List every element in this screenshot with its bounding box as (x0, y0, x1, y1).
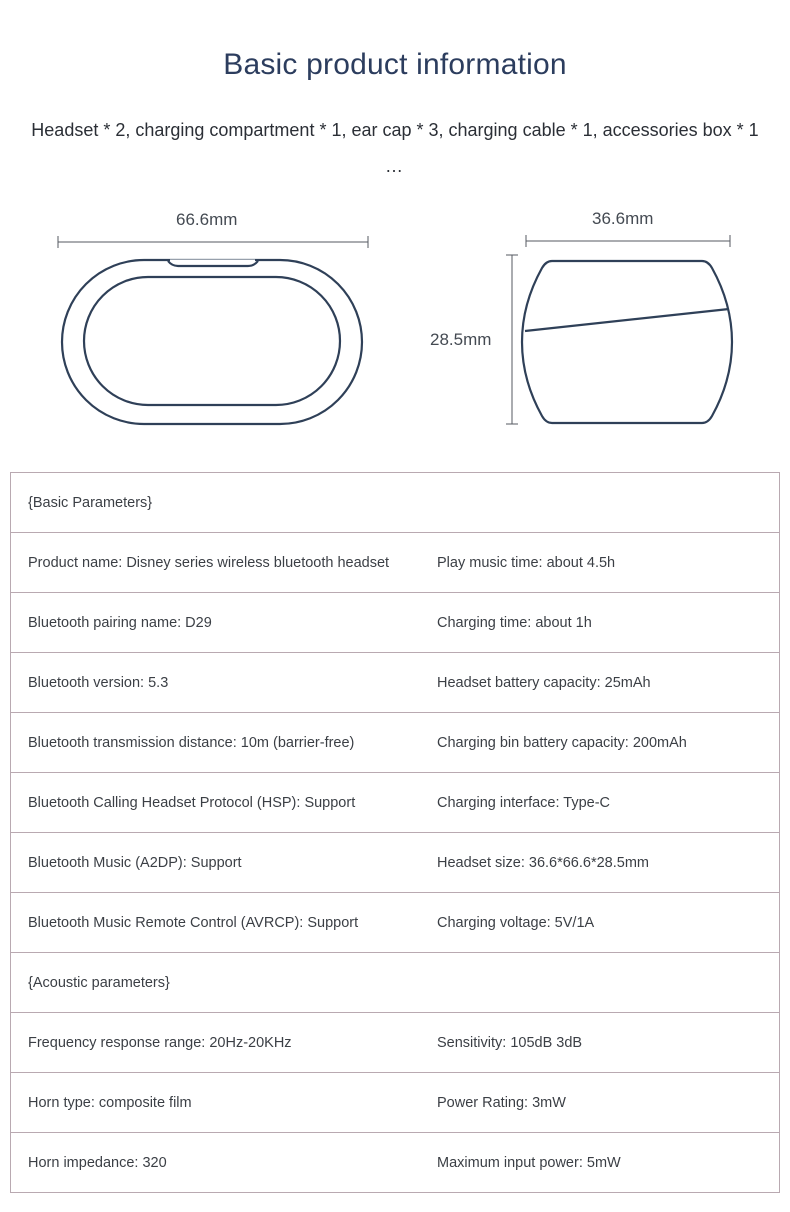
spec-cell: Bluetooth transmission distance: 10m (barrier-free) (28, 734, 355, 751)
spec-cell: Product name: Disney series wireless bluetooth headset (28, 554, 390, 571)
width-dimension-line (58, 236, 368, 248)
table-row (11, 893, 779, 953)
dimension-diagram (0, 190, 790, 450)
section-row-acoustic (11, 953, 779, 1013)
spec-cell: Horn type: composite film (28, 1094, 192, 1111)
spec-cell: Frequency response range: 20Hz-20KHz (28, 1034, 292, 1051)
case-side-view (522, 261, 732, 423)
spec-cell: Charging voltage: 5V/1A (437, 914, 595, 931)
height-dimension-line (506, 255, 518, 424)
table-row (11, 1133, 779, 1193)
spec-cell: Bluetooth pairing name: D29 (28, 614, 212, 631)
specs-table (10, 472, 780, 1193)
spec-cell: Charging bin battery capacity: 200mAh (437, 734, 687, 751)
height-label: 28.5mm (430, 330, 492, 349)
spec-cell: Charging interface: Type-C (437, 794, 611, 811)
section-title: {Acoustic parameters} (28, 974, 170, 991)
depth-dimension-line (526, 235, 730, 247)
table-row (11, 533, 779, 593)
table-row (11, 833, 779, 893)
spec-cell: Sensitivity: 105dB 3dB (437, 1034, 583, 1051)
spec-cell: Horn impedance: 320 (28, 1154, 167, 1171)
table-row (11, 773, 779, 833)
case-top-view (62, 260, 362, 424)
continuation-ellipsis: … (385, 156, 405, 176)
spec-cell: Headset battery capacity: 25mAh (437, 674, 651, 691)
table-row (11, 713, 779, 773)
spec-cell: Play music time: about 4.5h (437, 554, 616, 571)
table-row (11, 1073, 779, 1133)
table-row (11, 593, 779, 653)
spec-cell: Bluetooth version: 5.3 (28, 674, 169, 691)
section-row-basic (11, 473, 779, 533)
spec-cell: Charging time: about 1h (437, 614, 592, 631)
spec-cell: Bluetooth Music Remote Control (AVRCP): Support (28, 914, 359, 931)
table-row (11, 653, 779, 713)
width-label: 66.6mm (176, 210, 238, 229)
spec-cell: Power Rating: 3mW (437, 1094, 566, 1111)
spec-cell: Maximum input power: 5mW (437, 1154, 621, 1171)
spec-cell: Bluetooth Calling Headset Protocol (HSP): Support (28, 794, 356, 811)
spec-cell: Bluetooth Music (A2DP): Support (28, 854, 242, 871)
package-contents: Headset * 2, charging compartment * 1, ear cap * 3, charging cable * 1, accessories box * 1 (31, 120, 759, 140)
section-title: {Basic Parameters} (28, 494, 153, 511)
spec-cell: Headset size: 36.6*66.6*28.5mm (437, 854, 649, 871)
page-title: Basic product information (223, 48, 567, 81)
table-row (11, 1013, 779, 1073)
depth-label: 36.6mm (592, 209, 654, 228)
